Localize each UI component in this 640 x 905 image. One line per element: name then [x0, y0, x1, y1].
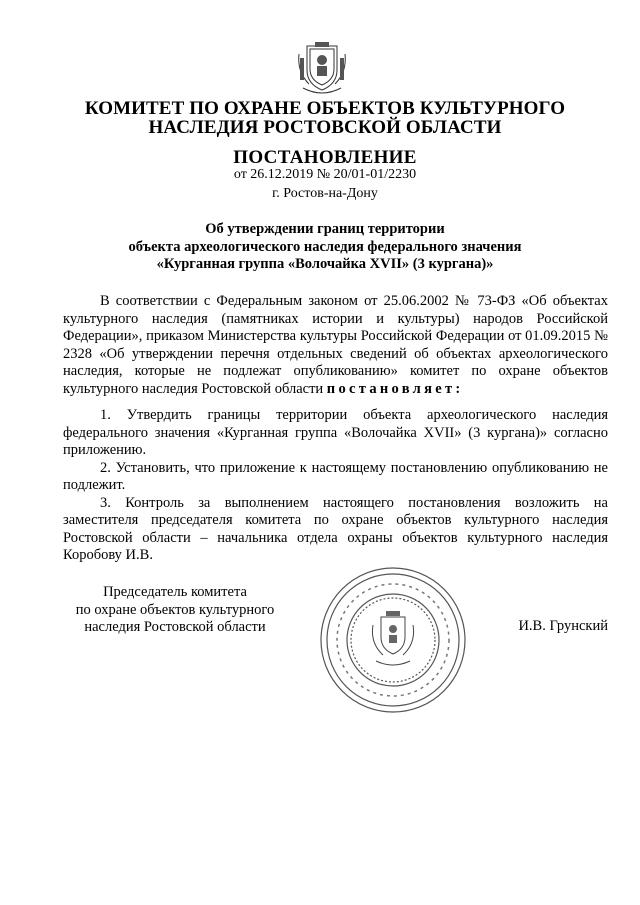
signatory-name: И.В. Грунский: [518, 618, 608, 634]
resolution-item-2: 2. Установить, что приложение к настоящему постановлению опубликованию не подлежит.: [63, 459, 608, 493]
org-line-2: НАСЛЕДИЯ РОСТОВСКОЙ ОБЛАСТИ: [148, 117, 502, 138]
resolution-item-3: 3. Контроль за выполнением настоящего постановления возложить на заместителя председателя комитета по охране объектов культурного наследия Ростовской области – начальника отдела охраны объектов культурного наследия Коробову И.В.: [63, 494, 608, 563]
subject-line-3: «Курганная группа «Волочайка XVII» (3 кургана)»: [156, 256, 494, 272]
document-city: г. Ростов-на-Дону: [272, 186, 378, 201]
resolution-items: [63, 407, 608, 565]
resolves-word: постановляет:: [326, 380, 464, 397]
document-number: от 26.12.2019 № 20/01-01/2230: [233, 167, 417, 182]
resolution-item-1: 1. Утвердить границы территории объекта археологического наследия федерального значения «Курганная группа «Волочайка XVII» (3 кургана)» согласно приложению.: [63, 407, 608, 458]
document-subject: [60, 221, 590, 274]
document-type: ПОСТАНОВЛЕНИЕ: [233, 147, 417, 168]
preamble-paragraph: [63, 293, 608, 398]
preamble-text: В соответствии с Федеральным законом от 25.06.2002 № 73-ФЗ «Об объектах культурного наследия (памятниках истории и культуры) народов Российской Федерации», приказом Министерства культуры Российской Федерации от 01.09.2015 № 2328 «Об утверждении перечня отдельных сведений об объектах археологического наследия, которые не подлежат опубликованию» комитет по охране объектов культурного наследия Ростовской области: [63, 293, 608, 397]
signatory-title-line-1: Председатель комитета: [103, 584, 247, 600]
signatory-title: [60, 584, 290, 637]
signatory-title-line-3: наследия Ростовской области: [84, 619, 266, 635]
subject-line-1: Об утверждении границ территории: [205, 221, 445, 237]
subject-line-2: объекта археологического наследия федерального значения: [128, 238, 522, 255]
signatory-title-line-2: по охране объектов культурного: [75, 601, 275, 618]
org-line-1: КОМИТЕТ ПО ОХРАНЕ ОБЪЕКТОВ КУЛЬТУРНОГО: [84, 98, 566, 119]
official-seal-icon: [318, 565, 468, 715]
organization-name: [60, 99, 590, 137]
coat-of-arms-icon: [295, 40, 349, 98]
